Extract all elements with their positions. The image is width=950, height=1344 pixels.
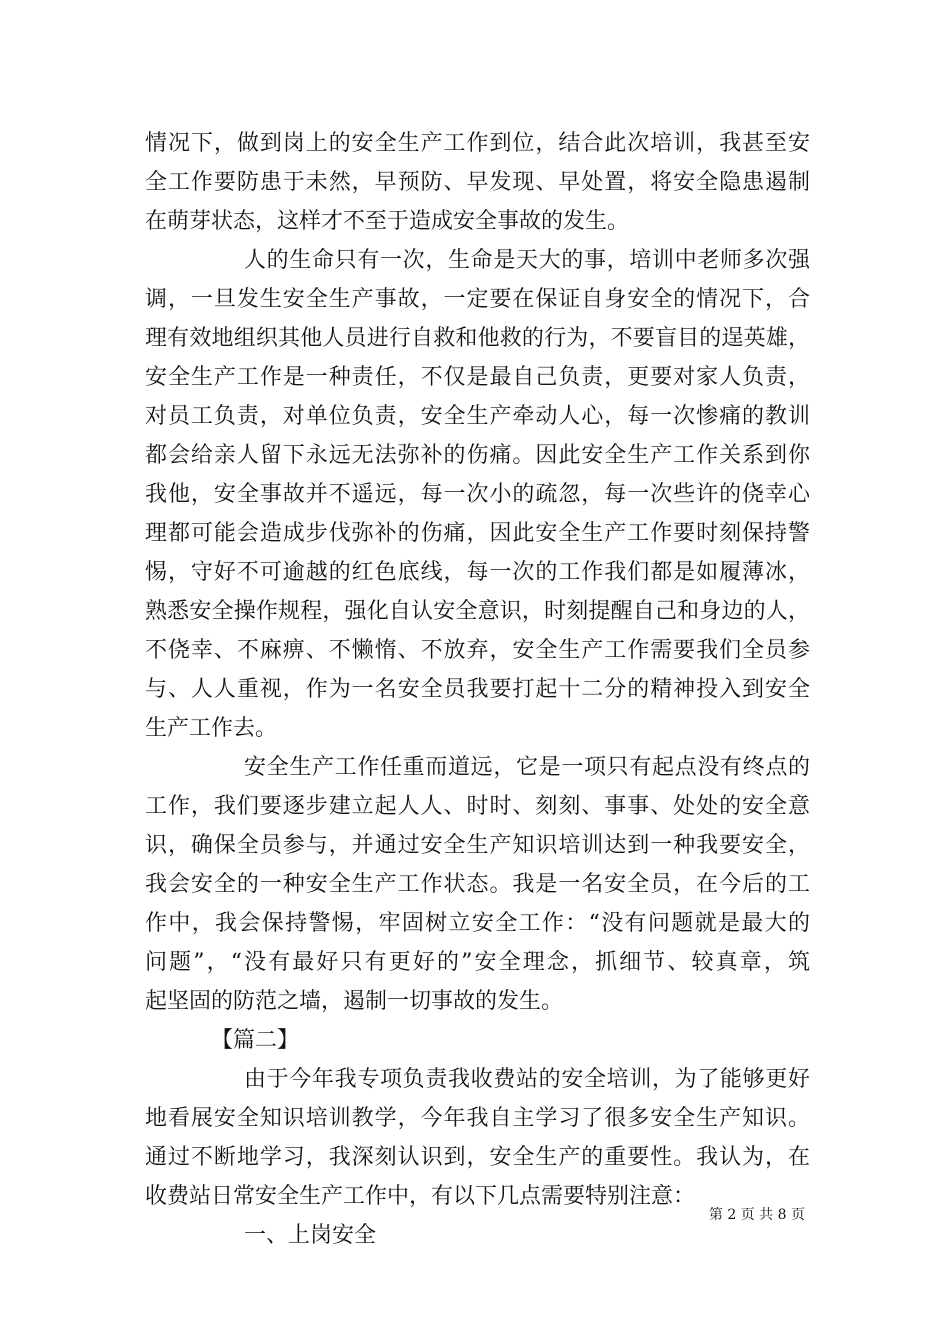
- text-line: 理有效地组织其他人员进行自救和他救的行为，不要盲目的逞英雄，: [145, 326, 810, 351]
- text-line: 识，确保全员参与，并通过安全生产知识培训达到一种我要安全，: [145, 833, 810, 858]
- text-line: 起坚固的防范之墙，遏制一切事故的发生。: [145, 989, 564, 1014]
- text-line: 问题”，“没有最好只有更好的”安全理念，抓细节、较真章，筑: [145, 950, 810, 975]
- text-line: 调，一旦发生安全生产事故，一定要在保证自身安全的情况下，合: [145, 287, 810, 312]
- text-line: 都会给亲人留下永远无法弥补的伤痛。因此安全生产工作关系到你: [145, 443, 810, 468]
- text-line: 熟悉安全操作规程，强化自认安全意识，时刻提醒自己和身边的人，: [145, 599, 810, 624]
- text-line: 由于今年我专项负责我收费站的安全培训，为了能够更好: [244, 1067, 810, 1092]
- text-line: 惕，守好不可逾越的红色底线，每一次的工作我们都是如履薄冰，: [145, 560, 810, 585]
- text-line: 通过不断地学习，我深刻认识到，安全生产的重要性。我认为，在: [145, 1145, 810, 1170]
- text-line: 我他，安全事故并不遥远，每一次小的疏忽，每一次些许的侥幸心: [145, 482, 810, 507]
- section-heading: 【篇二】: [211, 1028, 300, 1053]
- subsection-heading: 一、上岗安全: [244, 1223, 377, 1248]
- text-line: 地看展安全知识培训教学，今年我自主学习了很多安全生产知识。: [145, 1106, 810, 1131]
- text-line: 全工作要防患于未然，早预防、早发现、早处置，将安全隐患遏制: [145, 170, 810, 195]
- text-line: 不侥幸、不麻痹、不懒惰、不放弃，安全生产工作需要我们全员参: [145, 638, 810, 663]
- text-line: 与、人人重视，作为一名安全员我要打起十二分的精神投入到安全: [145, 677, 810, 702]
- text-line: 在萌芽状态，这样才不至于造成安全事故的发生。: [145, 209, 630, 234]
- text-line: 理都可能会造成步伐弥补的伤痛，因此安全生产工作要时刻保持警: [145, 521, 810, 546]
- text-line: 对员工负责，对单位负责，安全生产牵动人心，每一次惨痛的教训: [145, 404, 810, 429]
- text-line: 安全生产工作是一种责任，不仅是最自己负责，更要对家人负责，: [145, 365, 810, 390]
- text-line: 我会安全的一种安全生产工作状态。我是一名安全员，在今后的工: [145, 872, 810, 897]
- text-line: 收费站日常安全生产工作中，有以下几点需要特别注意：: [145, 1184, 696, 1209]
- text-line: 安全生产工作任重而道远，它是一项只有起点没有终点的: [244, 755, 810, 780]
- text-line: 作中，我会保持警惕，牢固树立安全工作：“没有问题就是最大的: [145, 911, 810, 936]
- text-line: 工作，我们要逐步建立起人人、时时、刻刻、事事、处处的安全意: [145, 794, 810, 819]
- text-line: 人的生命只有一次，生命是天大的事，培训中老师多次强: [244, 248, 810, 273]
- text-line: 生产工作去。: [145, 716, 278, 741]
- text-line: 情况下，做到岗上的安全生产工作到位，结合此次培训，我甚至安: [145, 131, 810, 156]
- page-number: 第 2 页 共 8 页: [708, 1207, 805, 1223]
- body-text: [145, 124, 810, 1255]
